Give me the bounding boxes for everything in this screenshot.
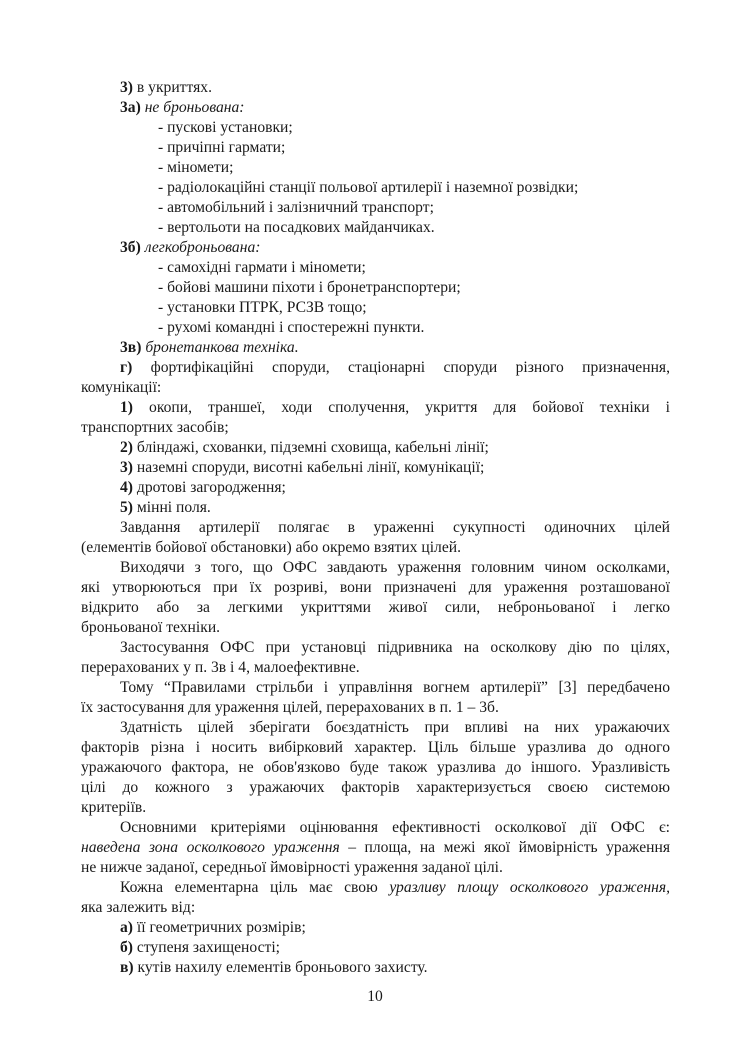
list-item: - пускові установки; bbox=[158, 119, 293, 136]
list-item: - самохідні гармати і міномети; bbox=[158, 259, 366, 276]
paragraph-line: факторів різна і носить вибірковий характер. Ціль більше уразлива до одного bbox=[81, 739, 670, 756]
section-g-line: комунікації: bbox=[81, 379, 162, 396]
subsection-3b-heading: 3б) легкоброньована: bbox=[120, 239, 261, 256]
paragraph-line: критеріїв. bbox=[81, 799, 147, 816]
list-item: - установки ПТРК, РСЗВ тощо; bbox=[158, 299, 367, 316]
list-item: - рухомі командні і спостережні пункти. bbox=[158, 319, 425, 336]
list-item: - радіолокаційні станції польової артилерії і наземної розвідки; bbox=[158, 179, 579, 196]
section-g-line: г) фортифікаційні споруди, стаціонарні споруди різного призначення, bbox=[120, 359, 670, 376]
numbered-item: 2) бліндажі, схованки, підземні сховища, кабельні лінії; bbox=[120, 439, 489, 456]
paragraph-line: Основними критеріями оцінювання ефективності осколкової дії ОФС є: bbox=[120, 819, 670, 836]
paragraph-line: (елементів бойової обстановки) або окремо взятих цілей. bbox=[81, 539, 461, 556]
list-item: - бойові машини піхоти і бронетранспортери; bbox=[158, 279, 461, 296]
page-number: 10 bbox=[367, 988, 383, 1005]
paragraph-line: цілі до кожного з уражаючих факторів характеризується своєю системою bbox=[81, 779, 670, 796]
paragraph-line: відкрито або за легкими укриттями живої сили, неброньованої і легко bbox=[81, 599, 670, 616]
paragraph-line: броньованої техніки. bbox=[81, 619, 221, 636]
numbered-item: 4) дротові загородження; bbox=[120, 479, 286, 496]
paragraph-line: наведена зона осколкового ураження – площа, на межі якої ймовірність ураження bbox=[81, 839, 671, 856]
list-item: - міномети; bbox=[158, 159, 234, 176]
list-item: - причіпні гармати; bbox=[158, 139, 286, 156]
numbered-item: 1) окопи, траншеї, ходи сполучення, укриття для бойової техніки і bbox=[120, 399, 670, 416]
numbered-item-cont: транспортних засобів; bbox=[81, 419, 229, 436]
paragraph-line: Тому “Правилами стрільби і управління вогнем артилерії” [3] передбачено bbox=[120, 679, 670, 696]
lettered-item: в) кутів нахилу елементів броньового захисту. bbox=[120, 959, 428, 976]
paragraph-line: яка залежить від: bbox=[81, 899, 196, 916]
numbered-item: 5) мінні поля. bbox=[120, 499, 211, 516]
lettered-item: а) її геометричних розмірів; bbox=[120, 919, 306, 936]
paragraph-line: Здатність цілей зберігати боєздатність при впливі на них уражаючих bbox=[120, 719, 670, 736]
paragraph-line: Кожна елементарна ціль має свою уразливу площу осколкового ураження, bbox=[120, 879, 670, 896]
paragraph-line: які утворюються при їх розриві, вони призначені для ураження розташованої bbox=[81, 579, 670, 596]
numbered-item: 3) наземні споруди, висотні кабельні лінії, комунікації; bbox=[120, 459, 485, 476]
paragraph-line: не нижче заданої, середньої ймовірності ураження заданої цілі. bbox=[81, 859, 503, 876]
section-3-heading: 3) в укриттях. bbox=[120, 79, 212, 96]
subsection-3a-heading: 3а) не броньована: bbox=[120, 99, 245, 116]
list-item: - вертольоти на посадкових майданчиках. bbox=[158, 219, 435, 236]
lettered-item: б) ступеня захищеності; bbox=[120, 939, 280, 956]
paragraph-line: їх застосування для ураження цілей, перерахованих в п. 1 – 3б. bbox=[81, 699, 499, 716]
paragraph-line: Завдання артилерії полягає в ураженні сукупності одиночних цілей bbox=[120, 519, 670, 536]
paragraph-line: перерахованих у п. 3в і 4, малоефективне. bbox=[81, 659, 360, 676]
paragraph-line: Виходячи з того, що ОФС завдають ураження головним чином осколками, bbox=[120, 559, 670, 576]
list-item: - автомобільний і залізничний транспорт; bbox=[158, 199, 434, 216]
paragraph-line: Застосування ОФС при установці підривника на осколкову дію по цілях, bbox=[120, 639, 670, 656]
subsection-3v-heading: 3в) бронетанкова техніка. bbox=[120, 339, 299, 356]
paragraph-line: уражаючого фактора, не обов'язково буде також уразлива до іншого. Уразливість bbox=[81, 759, 670, 776]
